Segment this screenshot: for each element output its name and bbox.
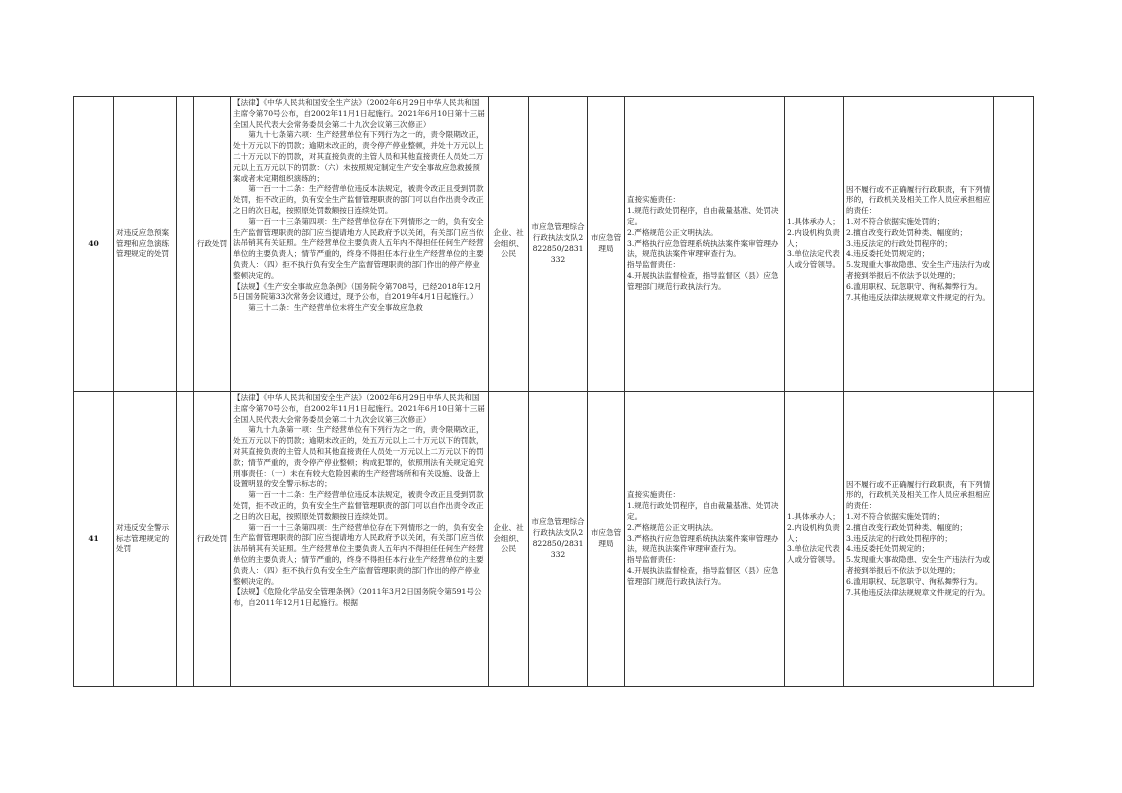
subject-line: 1.具体承办人； [787,217,840,226]
responsibility-line: 直接实施责任： [627,490,681,500]
item-category: 行政处罚 [194,392,231,687]
accountability-line: 7.其他违反法律法规规章文件规定的行为。 [846,587,990,597]
accountability-line: 7.其他违反法律法规规章文件规定的行为。 [846,292,990,302]
basis-paragraph: 【法律】《中华人民共和国安全生产法》（2002年6月29日中华人民共和国主席令第70号公布，自2002年11月1日起施行。2021年6月10日第十三届全国人民代表大会常务委员会第二十九次会议第三次修正） [233,393,485,424]
accountability-line: 5.发现重大事故隐患、安全生产违法行为或者接到举报后不依法予以处理的； [846,555,990,575]
enforcement-unit: 市应急管理综合行政执法支队2822850/2831332 [529,97,588,392]
subject-line: 1.具体承办人； [787,512,840,521]
basis-paragraph: 第一百一十三条第四项：生产经营单位存在下列情形之一的，负有安全生产监督管理职责的部门应当提请地方人民政府予以关闭，有关部门应当依法吊销其有关证照。生产经营单位主要负责人五年内不得担任任何生产经营单位的主要负责人；情节严重的，终身不得担任本行业生产经营单位的主要负责人：（四）拒不执行负有安全生产监督管理职责的部门作出的停产停业整顿决定的。 [233,522,484,586]
responsibility-line: 2.严格规范公正文明执法。 [627,522,718,532]
basis-paragraph: 第三十二条：生产经营单位未将生产安全事故应急救 [248,303,423,313]
accountability-line: 2.擅自改变行政处罚种类、幅度的； [846,522,968,532]
responsibility-line: 4.开展执法监督检查，指导监督区（县）应急管理部门规范行政执法行为。 [627,270,779,291]
responsibility-line: 1.规范行政处罚程序，自由裁量基准、处罚决定。 [627,206,779,226]
accountability-line: 5.发现重大事故隐患、安全生产违法行为或者接到举报后不依法予以处理的； [846,260,990,280]
item-name: 对违反安全警示标志管理规定的处罚 [114,392,177,687]
row-number: 41 [74,392,114,687]
accountability-items [844,392,994,687]
enforcement-unit: 市应急管理综合行政执法支队2822850/2831332 [529,392,588,687]
responsibility-line: 指导监督责任： [627,260,681,270]
basis-paragraph: 第一百一十二条：生产经营单位违反本法规定，被责令改正且受到罚款处罚，拒不改正的，负有安全生产监督管理职责的部门可以自作出责令改正之日的次日起，按照原处罚数额按日连续处罚。 [233,490,484,521]
responsibility-line: 指导监督责任： [627,555,681,565]
item-name: 对违反应急预案管理和应急演练管理规定的处罚 [114,97,177,392]
row-number: 40 [74,97,114,392]
subject-line: 2.内设机构负责人； [787,522,840,543]
basis-paragraph: 【法规】《生产安全事故应急条例》（国务院令第708号，已经2018年12月5日国务院第33次常务会议通过，现予公布，自2019年4月1日起施行。） [233,281,482,302]
accountability-line: 3.违反法定的行政处罚程序的； [846,533,952,543]
responsible-department: 市应急管理局 [588,392,625,687]
remarks-cell [994,392,1034,687]
table-row [74,392,1034,687]
accountability-line: 2.擅自改变行政处罚种类、幅度的； [846,227,968,237]
basis-paragraph: 第一百一十三条第四项：生产经营单位存在下列情形之一的，负有安全生产监督管理职责的部门应当提请地方人民政府予以关闭，有关部门应当依法吊销其有关证照。生产经营单位主要负责人五年内不得担任任何生产经营单位的主要负责人；情节严重的，终身不得担任本行业生产经营单位的主要负责人：（四）拒不执行负有安全生产监督管理职责的部门作出的停产停业整顿决定的。 [233,216,484,280]
accountability-line: 4.违反委托处罚规定的； [846,249,930,259]
item-category: 行政处罚 [194,97,231,392]
responsibility-line: 2.严格规范公正文明执法。 [627,227,718,237]
basis-paragraph: 【法律】《中华人民共和国安全生产法》（2002年6月29日中华人民共和国主席令第70号公布，自2002年11月1日起施行。2021年6月10日第十三届全国人民代表大会常务委员会第二十九次会议第三次修正） [233,98,485,129]
responsibility-line: 3.严格执行应急管理系统执法案件案审管理办法，规范执法案件审理审查行为。 [627,533,779,554]
accountability-line: 1.对不符合依据实施处罚的； [846,512,945,521]
responsibility-line: 1.规范行政处罚程序，自由裁量基准、处罚决定。 [627,501,779,521]
subject-line: 3.单位法定代表人或分管领导。 [787,249,841,270]
responsible-subject [785,97,844,392]
basis-paragraph: 【法规】《危险化学品安全管理条例》（2011年3月2日国务院令第591号公布，自2011年12月1日起施行。根据 [233,587,482,608]
basis-paragraph: 第九十九条第一项：生产经营单位有下列行为之一的，责令限期改正，处五万元以下的罚款；逾期未改正的，处五万元以上二十万元以下的罚款，对其直接负责的主管人员和其他直接责任人员处一万元以上二万元以下的罚款；情节严重的，责令停产停业整顿；构成犯罪的，依照刑法有关规定追究刑事责任：（一）未在有较大危险因素的生产经营场所和有关设施、设备上设置明显的安全警示标志的； [233,425,484,489]
target-object: 企业、社会组织、公民 [489,97,529,392]
accountability-line: 因不履行或不正确履行行政职责，有下列情形的，行政机关及相关工作人员应承担相应的责任： [846,479,991,511]
basis-paragraph: 第九十七条第六项：生产经营单位有下列行为之一的，责令限期改正，处十万元以下的罚款；逾期未改正的，责令停产停业整顿，并处十万元以上二十万元以下的罚款，对其直接负责的主管人员和其他直接责任人员处二万元以上五万元以下的罚款：（六）未按照规定制定生产安全事故应急救援预案或者未定期组织演练的； [233,130,484,183]
empty-cell [177,97,194,392]
responsibility-line: 直接实施责任： [627,195,681,205]
legal-basis [231,97,489,392]
responsible-subject [785,392,844,687]
responsibility-table [73,96,1034,687]
accountability-line: 6.滥用职权、玩忽职守、徇私舞弊行为。 [846,576,983,586]
subject-line: 3.单位法定代表人或分管领导。 [787,544,841,565]
accountability-line: 3.违反法定的行政处罚程序的； [846,238,952,248]
target-object: 企业、社会组织、公民 [489,392,529,687]
accountability-line: 1.对不符合依据实施处罚的； [846,217,945,226]
subject-line: 2.内设机构负责人； [787,227,840,248]
responsibility-items [625,392,785,687]
accountability-items [844,97,994,392]
responsibility-items [625,97,785,392]
remarks-cell [994,97,1034,392]
responsible-department: 市应急管理局 [588,97,625,392]
accountability-line: 4.违反委托处罚规定的； [846,544,930,554]
table-row [74,97,1034,392]
legal-basis [231,392,489,687]
responsibility-line: 3.严格执行应急管理系统执法案件案审管理办法，规范执法案件审理审查行为。 [627,238,779,259]
accountability-line: 6.滥用职权、玩忽职守、徇私舞弊行为。 [846,281,983,291]
responsibility-line: 4.开展执法监督检查，指导监督区（县）应急管理部门规范行政执法行为。 [627,565,779,586]
basis-paragraph: 第一百一十二条：生产经营单位违反本法规定，被责令改正且受到罚款处罚，拒不改正的，负有安全生产监督管理职责的部门可以自作出责令改正之日的次日起，按照原处罚数额按日连续处罚。 [233,184,484,215]
accountability-line: 因不履行或不正确履行行政职责，有下列情形的，行政机关及相关工作人员应承担相应的责任： [846,184,991,216]
empty-cell [177,392,194,687]
